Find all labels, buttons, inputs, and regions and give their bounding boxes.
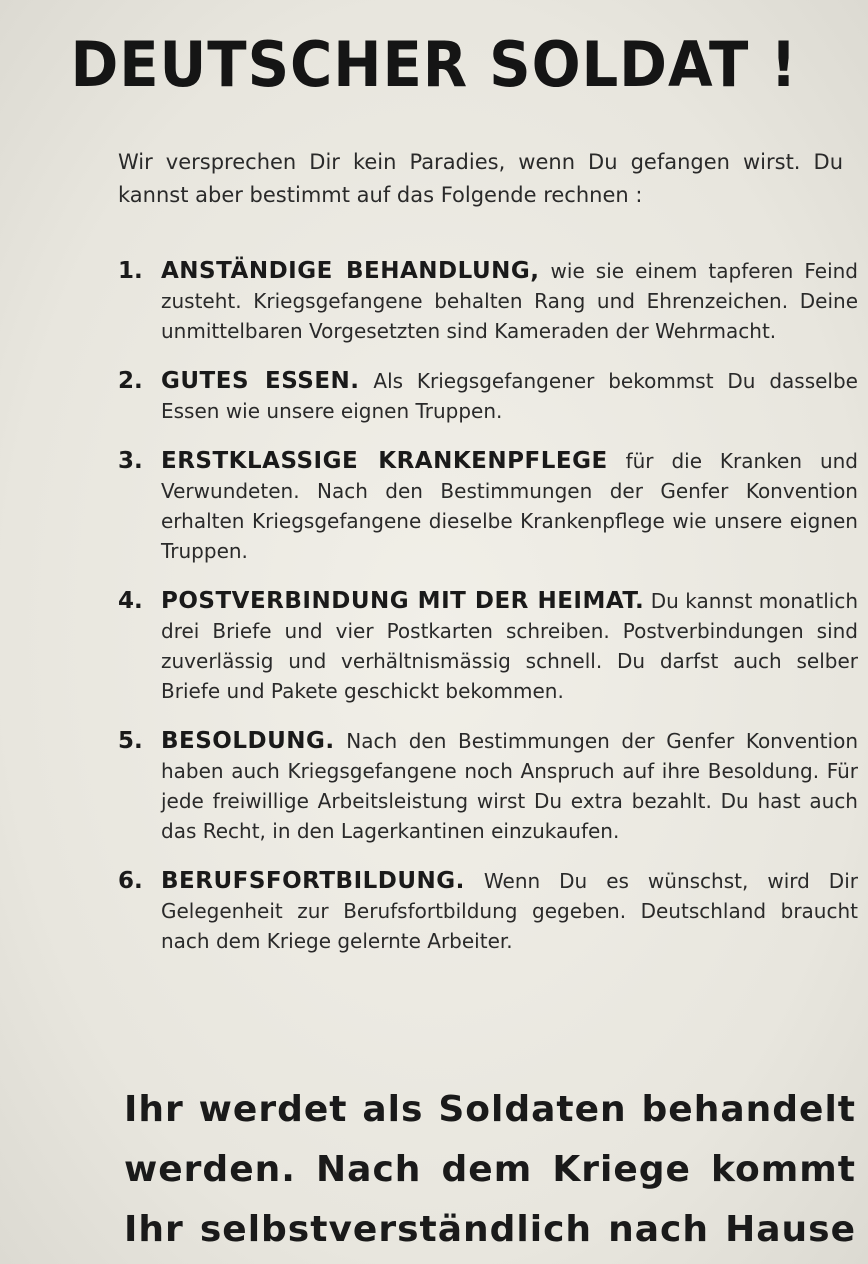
list-item bbox=[118, 366, 858, 426]
list-item bbox=[118, 446, 858, 566]
closing-statement: Ihr werdet als Soldaten behandelt werden. Nach dem Kriege kommt Ihr selbstverständlich nach Hause bbox=[124, 1089, 856, 1250]
item-text: Nach den Bestimmungen der Genfer Konvention haben auch Kriegsgefangene noch Anspruch auf ihre Besoldung. Für jede freiwillige Arbeitsleistung wirst Du extra bezahlt. Du hast auch das Recht, in den Lagerkantinen einzukaufen. bbox=[161, 729, 858, 843]
item-text: Als Kriegsgefangener bekommst Du dasselbe Essen wie unsere eignen Truppen. bbox=[161, 369, 858, 423]
list-item bbox=[118, 256, 858, 346]
item-number: 6. bbox=[118, 868, 143, 894]
item-text: für die Kranken und Verwundeten. Nach den Bestimmungen der Genfer Konvention erhalten Kriegsgefangene dieselbe Krankenpflege wie unsere eignen Truppen. bbox=[161, 449, 859, 563]
item-text: Du kannst monatlich drei Briefe und vier Postkarten schreiben. Postverbindungen sind zuverlässig und verhältnismässig schnell. Du darfst auch selber Briefe und Pakete geschickt bekommen. bbox=[161, 589, 858, 703]
item-heading: GUTES ESSEN. bbox=[161, 368, 360, 394]
item-number: 2. bbox=[118, 368, 143, 394]
list-item bbox=[118, 866, 858, 956]
item-number: 1. bbox=[118, 258, 143, 284]
item-text: Wenn Du es wünschst, wird Dir Gelegenheit zur Berufsfortbildung gegeben. Deutschland braucht nach dem Kriege gelernte Arbeiter. bbox=[161, 869, 858, 953]
item-number: 5. bbox=[118, 728, 143, 754]
item-heading: ANSTÄNDIGE BEHANDLUNG, bbox=[161, 258, 540, 284]
item-heading: ERSTKLASSIGE KRANKENPFLEGE bbox=[161, 448, 608, 474]
item-number: 4. bbox=[118, 588, 143, 614]
leaflet-title: DEUTSCHER SOLDAT ! bbox=[70, 28, 798, 101]
item-heading: BESOLDUNG. bbox=[161, 728, 335, 754]
item-heading: POSTVERBINDUNG MIT DER HEIMAT. bbox=[161, 588, 645, 614]
item-number: 3. bbox=[118, 448, 143, 474]
item-text: wie sie einem tapferen Feind zusteht. Kriegsgefangene behalten Rang und Ehrenzeichen. Deine unmittelbaren Vorgesetzten sind Kameraden der Wehrmacht. bbox=[161, 259, 859, 343]
intro-paragraph: Wir versprechen Dir kein Paradies, wenn Du gefangen wirst. Du kannst aber bestimmt auf das Folgende rechnen : bbox=[118, 150, 843, 207]
list-item bbox=[118, 726, 858, 846]
promise-list bbox=[118, 256, 858, 976]
item-heading: BERUFSFORTBILDUNG. bbox=[161, 868, 465, 894]
list-item bbox=[118, 586, 858, 706]
